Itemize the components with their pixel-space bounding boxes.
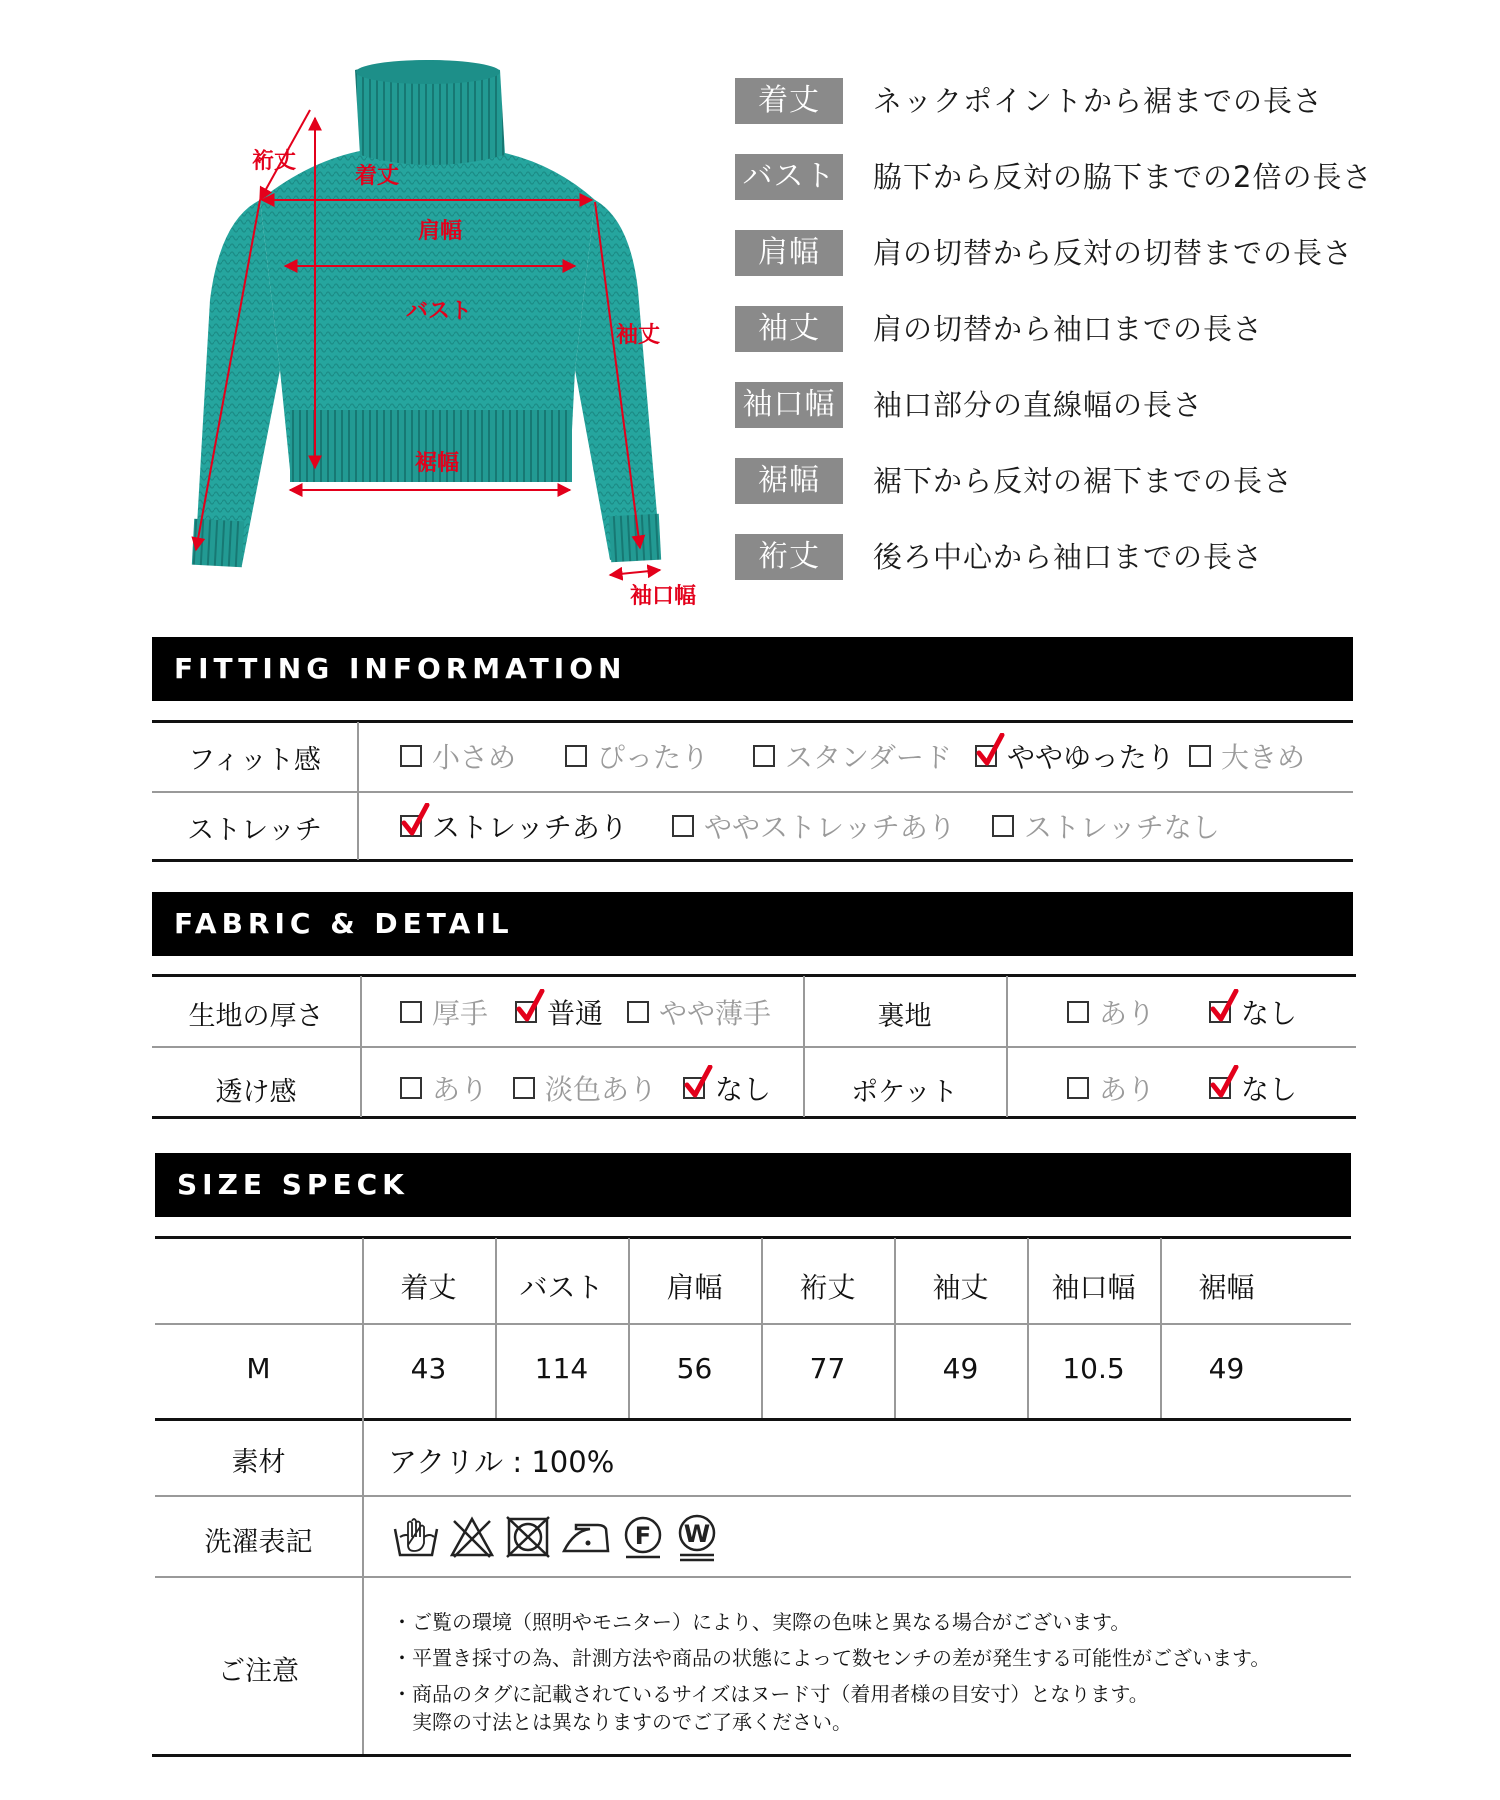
divider [152, 1046, 1356, 1048]
checkbox-checked[interactable] [683, 1077, 705, 1099]
fabric-title: FABRIC & DETAIL [174, 907, 514, 940]
option-label: スタンダード [785, 741, 952, 774]
divider [152, 859, 1353, 862]
no-tumble-dry-icon [504, 1515, 552, 1559]
note-line: ・ご覧の環境（照明やモニター）により、実際の色味と異なる場合がございます。 [392, 1610, 1131, 1634]
iron-low-icon [560, 1515, 612, 1559]
care-icons [392, 1512, 720, 1562]
check-mark-icon [1209, 1065, 1239, 1101]
note-line: ・平置き採寸の為、計測方法や商品の状態によって数センチの差が発生する可能性がございます。 [392, 1646, 1271, 1670]
divider [152, 1116, 1356, 1119]
checkbox-option[interactable] [400, 806, 628, 846]
legend-row [735, 154, 1475, 200]
option-label: 淡色あり [545, 1073, 658, 1106]
checkbox-unchecked[interactable] [400, 745, 422, 767]
divider [362, 1238, 364, 1754]
size-col-header: 袖口幅 [1051, 1271, 1136, 1304]
checkbox-option[interactable] [1189, 736, 1305, 776]
checkbox-option[interactable] [565, 736, 709, 776]
label-sodetake: 袖丈 [616, 323, 661, 348]
legend-desc: 肩の切替から袖口までの長さ [873, 312, 1264, 346]
checkbox-option[interactable] [513, 1068, 657, 1108]
option-label: なし [715, 1073, 772, 1106]
hand-wash-icon [392, 1515, 440, 1559]
checkbox-option[interactable] [1067, 1068, 1155, 1108]
checkbox-option[interactable] [400, 992, 488, 1032]
option-label: ストレッチあり [432, 811, 628, 844]
checkbox-option[interactable] [400, 1068, 488, 1108]
divider [155, 1495, 1351, 1497]
checkbox-checked[interactable] [1209, 1077, 1231, 1099]
material-label: 素材 [231, 1447, 286, 1478]
no-bleach-icon [448, 1515, 496, 1559]
checkbox-unchecked[interactable] [400, 1001, 422, 1023]
divider [155, 1418, 1351, 1421]
legend-tag: 着丈 [735, 78, 843, 124]
legend-row [735, 534, 1475, 580]
sweater-illustration [190, 50, 750, 620]
divider [152, 791, 1353, 793]
check-mark-icon [683, 1065, 713, 1101]
checkbox-option[interactable] [1209, 1068, 1297, 1108]
divider [155, 1236, 1351, 1239]
checkbox-option[interactable] [672, 806, 956, 846]
option-label: あり [432, 1073, 489, 1106]
notes-label: ご注意 [218, 1656, 299, 1687]
checkbox-unchecked[interactable] [1067, 1001, 1089, 1023]
label-sodeguchi: 袖口幅 [630, 584, 697, 609]
divider [894, 1238, 896, 1418]
thickness-label: 生地の厚さ [188, 1001, 324, 1032]
legend-row [735, 382, 1475, 428]
divider [1006, 976, 1008, 1117]
size-row-label: M [246, 1352, 271, 1385]
divider [1027, 1238, 1029, 1418]
size-col-header: 着丈 [400, 1271, 457, 1304]
label-yuki: 裄丈 [252, 149, 297, 174]
checkbox-option[interactable] [515, 992, 603, 1032]
checkbox-option[interactable] [753, 736, 952, 776]
option-label: なし [1241, 1073, 1298, 1106]
checkbox-unchecked[interactable] [400, 1077, 422, 1099]
size-value: 49 [1208, 1352, 1245, 1385]
checkbox-option[interactable] [975, 736, 1175, 776]
checkbox-checked[interactable] [975, 745, 997, 767]
wet-clean-w-icon [674, 1512, 720, 1562]
option-label: ややゆったり [1007, 741, 1175, 774]
option-label: ぴったり [597, 741, 710, 774]
checkbox-unchecked[interactable] [565, 745, 587, 767]
divider [761, 1238, 763, 1418]
legend-row [735, 458, 1475, 504]
divider [152, 1754, 1351, 1757]
checkbox-option[interactable] [627, 992, 771, 1032]
size-col-header: 裾幅 [1198, 1271, 1255, 1304]
option-label: あり [1099, 1073, 1156, 1106]
legend-tag: 袖丈 [735, 306, 843, 352]
option-label: ストレッチなし [1024, 811, 1220, 844]
legend-desc: ネックポイントから裾までの長さ [873, 84, 1324, 118]
legend-row [735, 78, 1475, 124]
size-col-header: 裄丈 [799, 1271, 856, 1304]
checkbox-unchecked[interactable] [753, 745, 775, 767]
sheer-label: 透け感 [215, 1077, 297, 1108]
checkbox-unchecked[interactable] [992, 815, 1014, 837]
legend-tag: 袖口幅 [735, 382, 843, 428]
divider [1160, 1238, 1162, 1418]
size-value: 10.5 [1062, 1352, 1125, 1385]
care-label: 洗濯表記 [204, 1527, 313, 1558]
measurement-diagram [190, 50, 750, 620]
legend-row [735, 306, 1475, 352]
care-letter-w: W [683, 1520, 711, 1548]
size-value: 49 [942, 1352, 979, 1385]
checkbox-unchecked[interactable] [1067, 1077, 1089, 1099]
size-value: 114 [534, 1352, 589, 1385]
option-label: なし [1241, 997, 1298, 1030]
option-label: 普通 [547, 997, 604, 1030]
option-label: やや薄手 [659, 997, 772, 1030]
fit-label: フィット感 [188, 745, 321, 776]
legend-tag: 裄丈 [735, 534, 843, 580]
label-kitake: 着丈 [355, 164, 400, 189]
fitting-title: FITTING INFORMATION [174, 652, 627, 685]
check-mark-icon [1209, 989, 1239, 1025]
checkbox-checked[interactable] [515, 1001, 537, 1023]
label-bust: バスト [406, 299, 473, 324]
option-label: ややストレッチあり [704, 811, 956, 844]
pocket-label: ポケット [851, 1077, 958, 1108]
note-line: 実際の寸法とは異なりますのでご了承ください。 [392, 1710, 852, 1734]
divider [360, 976, 362, 1117]
check-mark-icon [975, 733, 1005, 769]
checkbox-unchecked[interactable] [672, 815, 694, 837]
size-header [155, 1153, 1351, 1217]
divider [152, 720, 1353, 723]
size-value: 77 [809, 1352, 846, 1385]
right-cuff [609, 514, 661, 563]
check-mark-icon [400, 803, 430, 839]
option-label: 小さめ [432, 741, 517, 774]
fitting-header [152, 637, 1353, 701]
checkbox-option[interactable] [683, 1068, 771, 1108]
dry-clean-f-icon [620, 1514, 666, 1560]
divider [155, 1576, 1351, 1578]
size-value: 43 [410, 1352, 447, 1385]
size-col-header: 袖丈 [932, 1271, 989, 1304]
legend-desc: 袖口部分の直線幅の長さ [873, 388, 1204, 422]
label-katahaba: 肩幅 [418, 219, 463, 244]
divider [495, 1238, 497, 1418]
legend-desc: 脇下から反対の脇下までの2倍の長さ [873, 160, 1373, 194]
option-label: 厚手 [432, 997, 489, 1030]
care-letter-f: F [634, 1522, 652, 1550]
material-value: アクリル : 100% [388, 1445, 615, 1479]
check-mark-icon [515, 989, 545, 1025]
legend-tag: 裾幅 [735, 458, 843, 504]
divider [628, 1238, 630, 1418]
divider [357, 722, 359, 860]
checkbox-unchecked[interactable] [513, 1077, 535, 1099]
checkbox-unchecked[interactable] [627, 1001, 649, 1023]
checkbox-unchecked[interactable] [1189, 745, 1211, 767]
checkbox-option[interactable] [400, 736, 516, 776]
legend-desc: 肩の切替から反対の切替までの長さ [873, 236, 1354, 270]
lining-label: 裏地 [877, 1001, 932, 1032]
size-value: 56 [676, 1352, 713, 1385]
legend-desc: 裾下から反対の裾下までの長さ [873, 464, 1294, 498]
legend-row [735, 230, 1475, 276]
legend-desc: 後ろ中心から袖口までの長さ [873, 540, 1264, 574]
note-line: ・商品のタグに記載されているサイズはヌード寸（着用者様の目安寸）となります。 [392, 1682, 1149, 1706]
checkbox-checked[interactable] [1209, 1001, 1231, 1023]
option-label: 大きめ [1221, 741, 1306, 774]
checkbox-option[interactable] [1209, 992, 1297, 1032]
stretch-label: ストレッチ [187, 815, 322, 846]
size-col-header: バスト [519, 1271, 604, 1304]
size-title: SIZE SPECK [177, 1168, 409, 1201]
size-col-header: 肩幅 [666, 1271, 723, 1304]
legend-tag: 肩幅 [735, 230, 843, 276]
checkbox-checked[interactable] [400, 815, 422, 837]
fabric-header [152, 892, 1353, 956]
option-label: あり [1099, 997, 1156, 1030]
divider [152, 974, 1356, 977]
checkbox-option[interactable] [1067, 992, 1155, 1032]
legend-tag: バスト [735, 154, 843, 200]
divider [155, 1323, 1351, 1325]
checkbox-option[interactable] [992, 806, 1220, 846]
label-susohaba: 裾幅 [415, 451, 460, 476]
